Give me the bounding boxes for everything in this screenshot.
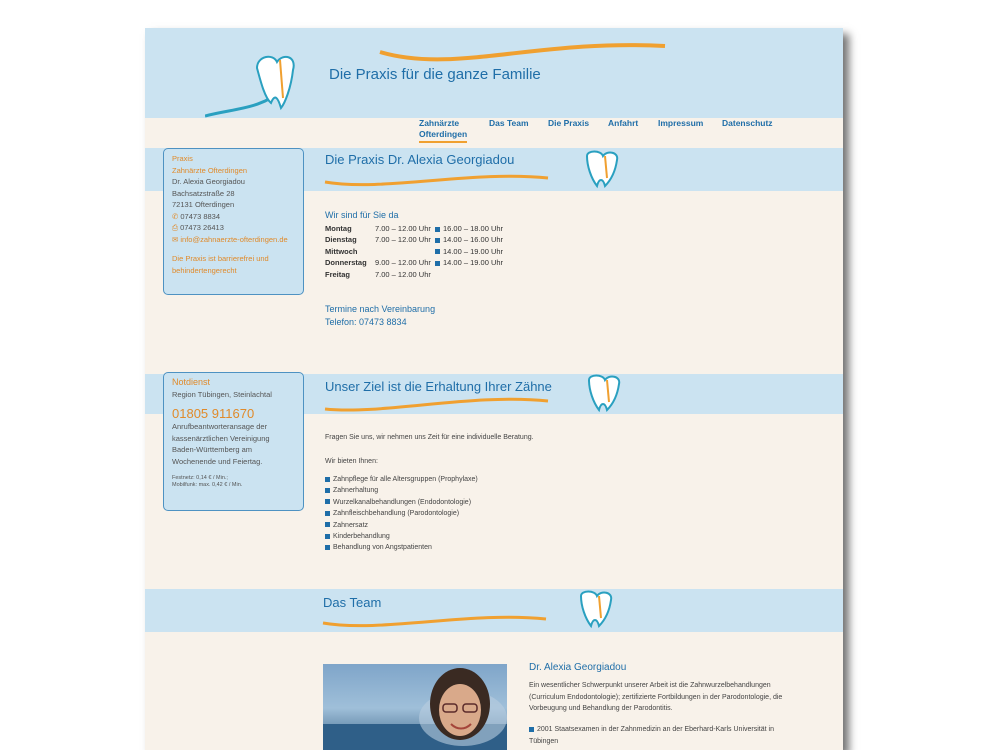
sidebar-praxis-accessibility: Die Praxis ist barrierefrei und behindertengerecht — [172, 254, 269, 275]
hours-afternoon-cell — [435, 235, 503, 244]
hours-day: Freitag — [325, 269, 351, 279]
hours-row — [325, 224, 525, 235]
list-item — [325, 476, 478, 487]
hours-day: Montag — [325, 224, 352, 233]
nav-zahnaerzte-ofterdingen[interactable] — [419, 118, 467, 143]
hours-row — [325, 258, 525, 269]
hours-afternoon-cell — [435, 258, 503, 267]
list-item — [325, 544, 478, 555]
nav-anfahrt[interactable]: Anfahrt — [608, 118, 639, 128]
section-swoosh — [323, 166, 553, 190]
sidebar-praxis-fax-row — [172, 222, 295, 234]
sidebar-praxis-city: 72131 Ofterdingen — [172, 200, 235, 209]
main-nav — [145, 117, 843, 147]
cv-item-text: 2001 Staatsexamen in der Zahnmedizin an der Eberhard-Karls Universität in Tübingen — [529, 726, 774, 745]
bullet-square-icon — [435, 227, 440, 232]
sidebar-praxis-phone[interactable]: 07473 8834 — [180, 211, 221, 221]
page — [145, 28, 843, 750]
service-label: Kinderbehandlung — [333, 532, 390, 540]
service-label: Behandlung von Angstpatienten — [333, 544, 432, 552]
sidebar-praxis-email-row — [172, 234, 295, 246]
nav-die-praxis[interactable]: Die Praxis — [548, 118, 590, 128]
hours-heading: Wir sind für Sie da — [325, 210, 399, 220]
tooth-icon — [585, 374, 625, 414]
section-swoosh — [323, 391, 553, 415]
bullet-square-icon — [325, 511, 330, 516]
list-item — [325, 487, 478, 498]
hours-row — [325, 270, 525, 281]
sidebar-praxis-fax: 07473 26413 — [180, 223, 224, 232]
nav-label: Ofterdingen — [419, 129, 468, 139]
service-label: Zahnpflege für alle Altersgruppen (Prophylaxe) — [333, 476, 478, 483]
sidebar-praxis-box — [163, 148, 304, 295]
appointment-note: Termine nach Vereinbarung — [325, 304, 436, 314]
portrait-illustration — [323, 664, 507, 750]
team-photo — [323, 664, 507, 750]
appointment-phone[interactable]: Telefon: 07473 8834 — [325, 317, 407, 327]
section-title-team: Das Team — [323, 595, 382, 610]
sidebar-praxis-name: Dr. Alexia Georgiadou — [172, 177, 245, 186]
service-label: Wurzelkanalbehandlungen (Endodontologie) — [333, 498, 472, 506]
hours-morning: 7.00 – 12.00 Uhr — [375, 224, 431, 233]
section-band-team — [145, 589, 843, 632]
tooth-icon — [583, 150, 623, 190]
team-member-bio: Ein wesentlicher Schwerpunkt unserer Arbeit ist die Zahnwurzelbehandlungen (Curriculum Endodontologie); zertifizierte Fortbildungen in der Parodontologie, die Vorbeugung und Behandlung der Parodontitis. — [529, 682, 783, 712]
header-swoosh — [375, 34, 675, 64]
tooth-icon — [577, 590, 617, 632]
bullet-square-icon — [435, 238, 440, 243]
email-icon: ✉ — [172, 234, 179, 244]
list-item — [325, 510, 478, 521]
service-label: Zahnersatz — [333, 521, 369, 529]
nav-datenschutz[interactable]: Datenschutz — [722, 118, 773, 128]
nav-impressum[interactable]: Impressum — [658, 118, 704, 128]
hours-morning: 9.00 – 12.00 Uhr — [375, 258, 431, 268]
section-swoosh — [321, 607, 551, 631]
sidebar-notdienst-heading: Notdienst — [172, 377, 211, 387]
consultation-intro: Fragen Sie uns, wir nehmen uns Zeit für eine individuelle Beratung. — [325, 434, 534, 441]
services-list — [325, 476, 478, 556]
tooth-logo-icon[interactable] — [205, 48, 300, 120]
sidebar-praxis-street: Bachsatzstraße 28 — [172, 188, 235, 198]
hours-morning: 7.00 – 12.00 Uhr — [375, 235, 431, 245]
opening-hours-table — [325, 224, 525, 281]
nav-label: Zahnärzte — [419, 118, 460, 128]
hours-day: Dienstag — [325, 235, 357, 245]
sidebar-praxis-heading: Praxis — [172, 154, 193, 163]
spacer — [172, 467, 295, 475]
bullet-square-icon — [529, 727, 534, 732]
sidebar-notdienst-box — [163, 372, 304, 511]
cv-list-item — [529, 724, 799, 747]
spacer — [172, 245, 295, 253]
nav-das-team[interactable]: Das Team — [489, 118, 529, 128]
bullet-square-icon — [325, 534, 330, 539]
hours-afternoon: 14.00 – 16.00 Uhr — [443, 235, 504, 245]
bullet-square-icon — [325, 522, 330, 527]
sidebar-notdienst-description: Anrufbeantworteransage der kassenärztlichen Vereinigung Baden-Württemberg am Wochenende und Feiertag. — [172, 422, 270, 466]
service-label: Zahnfleischbehandlung (Parodontologie) — [333, 510, 460, 518]
list-item — [325, 522, 478, 533]
sidebar-notdienst-price2: Mobilfunk: max. 0,42 € / Min. — [172, 482, 243, 488]
bullet-square-icon — [325, 499, 330, 504]
hours-afternoon: 16.00 – 18.00 Uhr — [443, 224, 504, 233]
hours-afternoon: 14.00 – 19.00 Uhr — [443, 258, 504, 268]
hours-day: Donnerstag — [325, 258, 367, 268]
sidebar-notdienst-region: Region Tübingen, Steinlachtal — [172, 389, 272, 399]
hours-row — [325, 247, 525, 258]
bullet-square-icon — [325, 488, 330, 493]
hours-day: Mittwoch — [325, 246, 358, 256]
hours-afternoon-cell — [435, 224, 503, 233]
header-tagline: Die Praxis für die ganze Familie — [329, 66, 541, 83]
sidebar-praxis-subheading: Zahnärzte Ofterdingen — [172, 165, 248, 175]
hours-afternoon: 14.00 – 19.00 Uhr — [443, 246, 504, 256]
hours-afternoon-cell — [435, 247, 503, 256]
bullet-square-icon — [435, 249, 440, 254]
bullet-square-icon — [325, 477, 330, 482]
service-label: Zahnerhaltung — [333, 487, 379, 495]
sidebar-praxis-phone-row — [172, 211, 295, 223]
sidebar-notdienst-price1: Festnetz: 0,14 € / Min.; — [172, 475, 228, 481]
section-title-ziel: Unser Ziel ist die Erhaltung Ihrer Zähne — [325, 379, 552, 394]
hours-morning: 7.00 – 12.00 Uhr — [375, 269, 431, 279]
offer-heading: Wir bieten Ihnen: — [325, 458, 378, 465]
hours-row — [325, 235, 525, 246]
section-title-praxis: Die Praxis Dr. Alexia Georgiadou — [325, 152, 515, 167]
sidebar-notdienst-phone[interactable]: 01805 911670 — [172, 406, 255, 421]
bullet-square-icon — [325, 545, 330, 550]
phone-icon: ✆ — [172, 211, 179, 221]
fax-icon: ⎙ — [172, 223, 178, 232]
list-item — [325, 533, 478, 544]
sidebar-praxis-email-link[interactable]: info@zahnaerzte-ofterdingen.de — [180, 234, 288, 244]
bullet-square-icon — [435, 261, 440, 266]
header-banner — [145, 28, 843, 118]
team-member-name: Dr. Alexia Georgiadou — [529, 662, 627, 673]
list-item — [325, 499, 478, 510]
